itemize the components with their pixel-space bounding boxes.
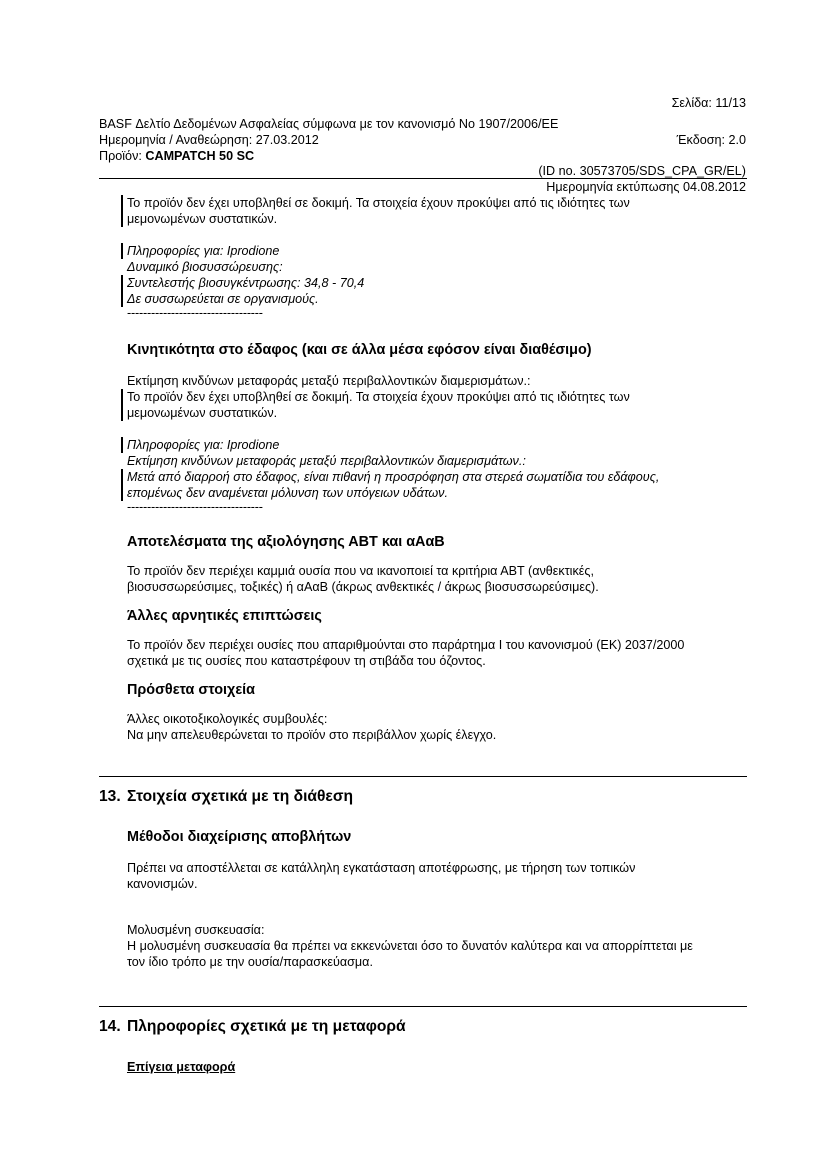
other-effects-heading: Άλλες αρνητικές επιπτώσεις [127, 608, 322, 624]
mobility-untested-note: Το προϊόν δεν έχει υποβληθεί σε δοκιμή. Τα στοιχεία έχουν προκύψει από τις ιδιότητες των μεμονωμένων συστατικών. [121, 389, 751, 421]
print-date: Ημερομηνία εκτύπωσης 04.08.2012 [546, 180, 746, 194]
other-effects-text: Το προϊόν δεν περιέχει ουσίες που απαριθμούνται στο παράρτημα I του κανονισμού (ΕΚ) 2037/2000 σχετικά με τις ουσίες που καταστρέφουν τη στιβάδα του όζοντος. [127, 638, 685, 668]
separator-dashes-2: ---------------------------------- [127, 500, 263, 514]
mobility-estimation-2: Εκτίμηση κινδύνων μεταφοράς μεταξύ περιβαλλοντικών διαμερισμάτων.: [127, 454, 526, 468]
info-iprodione: Πληροφορίες για: Iprodione [121, 243, 751, 259]
additional-info-label: Άλλες οικοτοξικολογικές συμβουλές: [127, 712, 328, 726]
product-line [99, 148, 254, 164]
id-number: (ID no. 30573705/SDS_CPA_GR/EL) [538, 164, 746, 178]
soil-adsorption-note: Μετά από διαρροή στο έδαφος, είναι πιθανή η προσρόφηση στα στερεά σωματίδια του εδάφους, επομένως δεν αναμένεται μόλυνση των υπόγειων υδάτων. [121, 469, 751, 501]
bioaccumulation-potential: Δυναμικό βιοσυσσώρευσης: [127, 260, 283, 274]
bcf-value: Συντελεστής βιοσυγκέντρωσης: 34,8 - 70,4 [127, 276, 365, 290]
pbt-heading: Αποτελέσματα της αξιολόγησης ΑΒΤ και αΑαΒ [127, 534, 445, 550]
incineration-text: Πρέπει να αποστέλλεται σε κατάλληλη εγκατάσταση αποτέφρωσης, με τήρηση των τοπικών κανονισμών. [127, 861, 636, 891]
header-title: BASF Δελτίο Δεδομένων Ασφαλείας σύμφωνα με τον κανονισμό Νο 1907/2006/ΕΕ [99, 117, 559, 131]
mobility-info-iprodione: Πληροφορίες για: Iprodione [121, 437, 751, 453]
version: Έκδοση: 2.0 [676, 133, 746, 147]
untested-note: Το προϊόν δεν έχει υποβληθεί σε δοκιμή. Τα στοιχεία έχουν προκύψει από τις ιδιότητες των μεμονωμένων συστατικών. [121, 195, 751, 227]
ecotox-continuation [127, 195, 751, 743]
additional-info-text: Να μην απελευθερώνεται το προϊόν στο περιβάλλον χωρίς έλεγχο. [127, 728, 497, 742]
mobility-estimation: Εκτίμηση κινδύνων μεταφοράς μεταξύ περιβαλλοντικών διαμερισμάτων.: [127, 374, 531, 388]
product-name: CAMPATCH 50 SC [145, 149, 255, 163]
additional-info-heading: Πρόσθετα στοιχεία [127, 682, 256, 698]
waste-methods-heading: Μέθοδοι διαχείρισης αποβλήτων [127, 829, 352, 845]
section-13-rule [99, 776, 747, 777]
revision-date: Ημερομηνία / Αναθεώρηση: 27.03.2012 [99, 133, 319, 147]
section-13-body [127, 828, 751, 970]
pbt-text: Το προϊόν δεν περιέχει καμμιά ουσία που να ικανοποιεί τα κριτήρια ΑΒΤ (ανθεκτικές, βιοσυσσωρεύσιμες, τοξικές) ή αΑαΒ (άκρως ανθεκτικές / άκρως βιοσυσσωρεύσιμες). [127, 564, 599, 594]
section-14-title: 14. Πληροφορίες σχετικά με τη μεταφορά [99, 1018, 406, 1035]
contaminated-packaging-text: Η μολυσμένη συσκευασία θα πρέπει να εκκενώνεται όσο το δυνατόν καλύτερα και να απορρίπτεται με τον ίδιο τρόπο με την ουσία/παρασκεύασμα. [127, 939, 693, 969]
mobility-heading: Κινητικότητα στο έδαφος (και σε άλλα μέσα εφόσον είναι διαθέσιμο) [127, 342, 592, 358]
land-transport-heading: Επίγεια μεταφορά [127, 1060, 236, 1074]
bcf-block [121, 275, 751, 307]
section-14-rule [99, 1006, 747, 1007]
no-accumulation: Δε συσσωρεύεται σε οργανισμούς. [127, 292, 319, 306]
separator-dashes: ---------------------------------- [127, 306, 263, 320]
product-label: Προϊόν: [99, 149, 146, 163]
page-number: Σελίδα: 11/13 [671, 96, 746, 110]
section-13-title: 13. Στοιχεία σχετικά με τη διάθεση [99, 788, 354, 805]
contaminated-packaging-label: Μολυσμένη συσκευασία: [127, 923, 265, 937]
